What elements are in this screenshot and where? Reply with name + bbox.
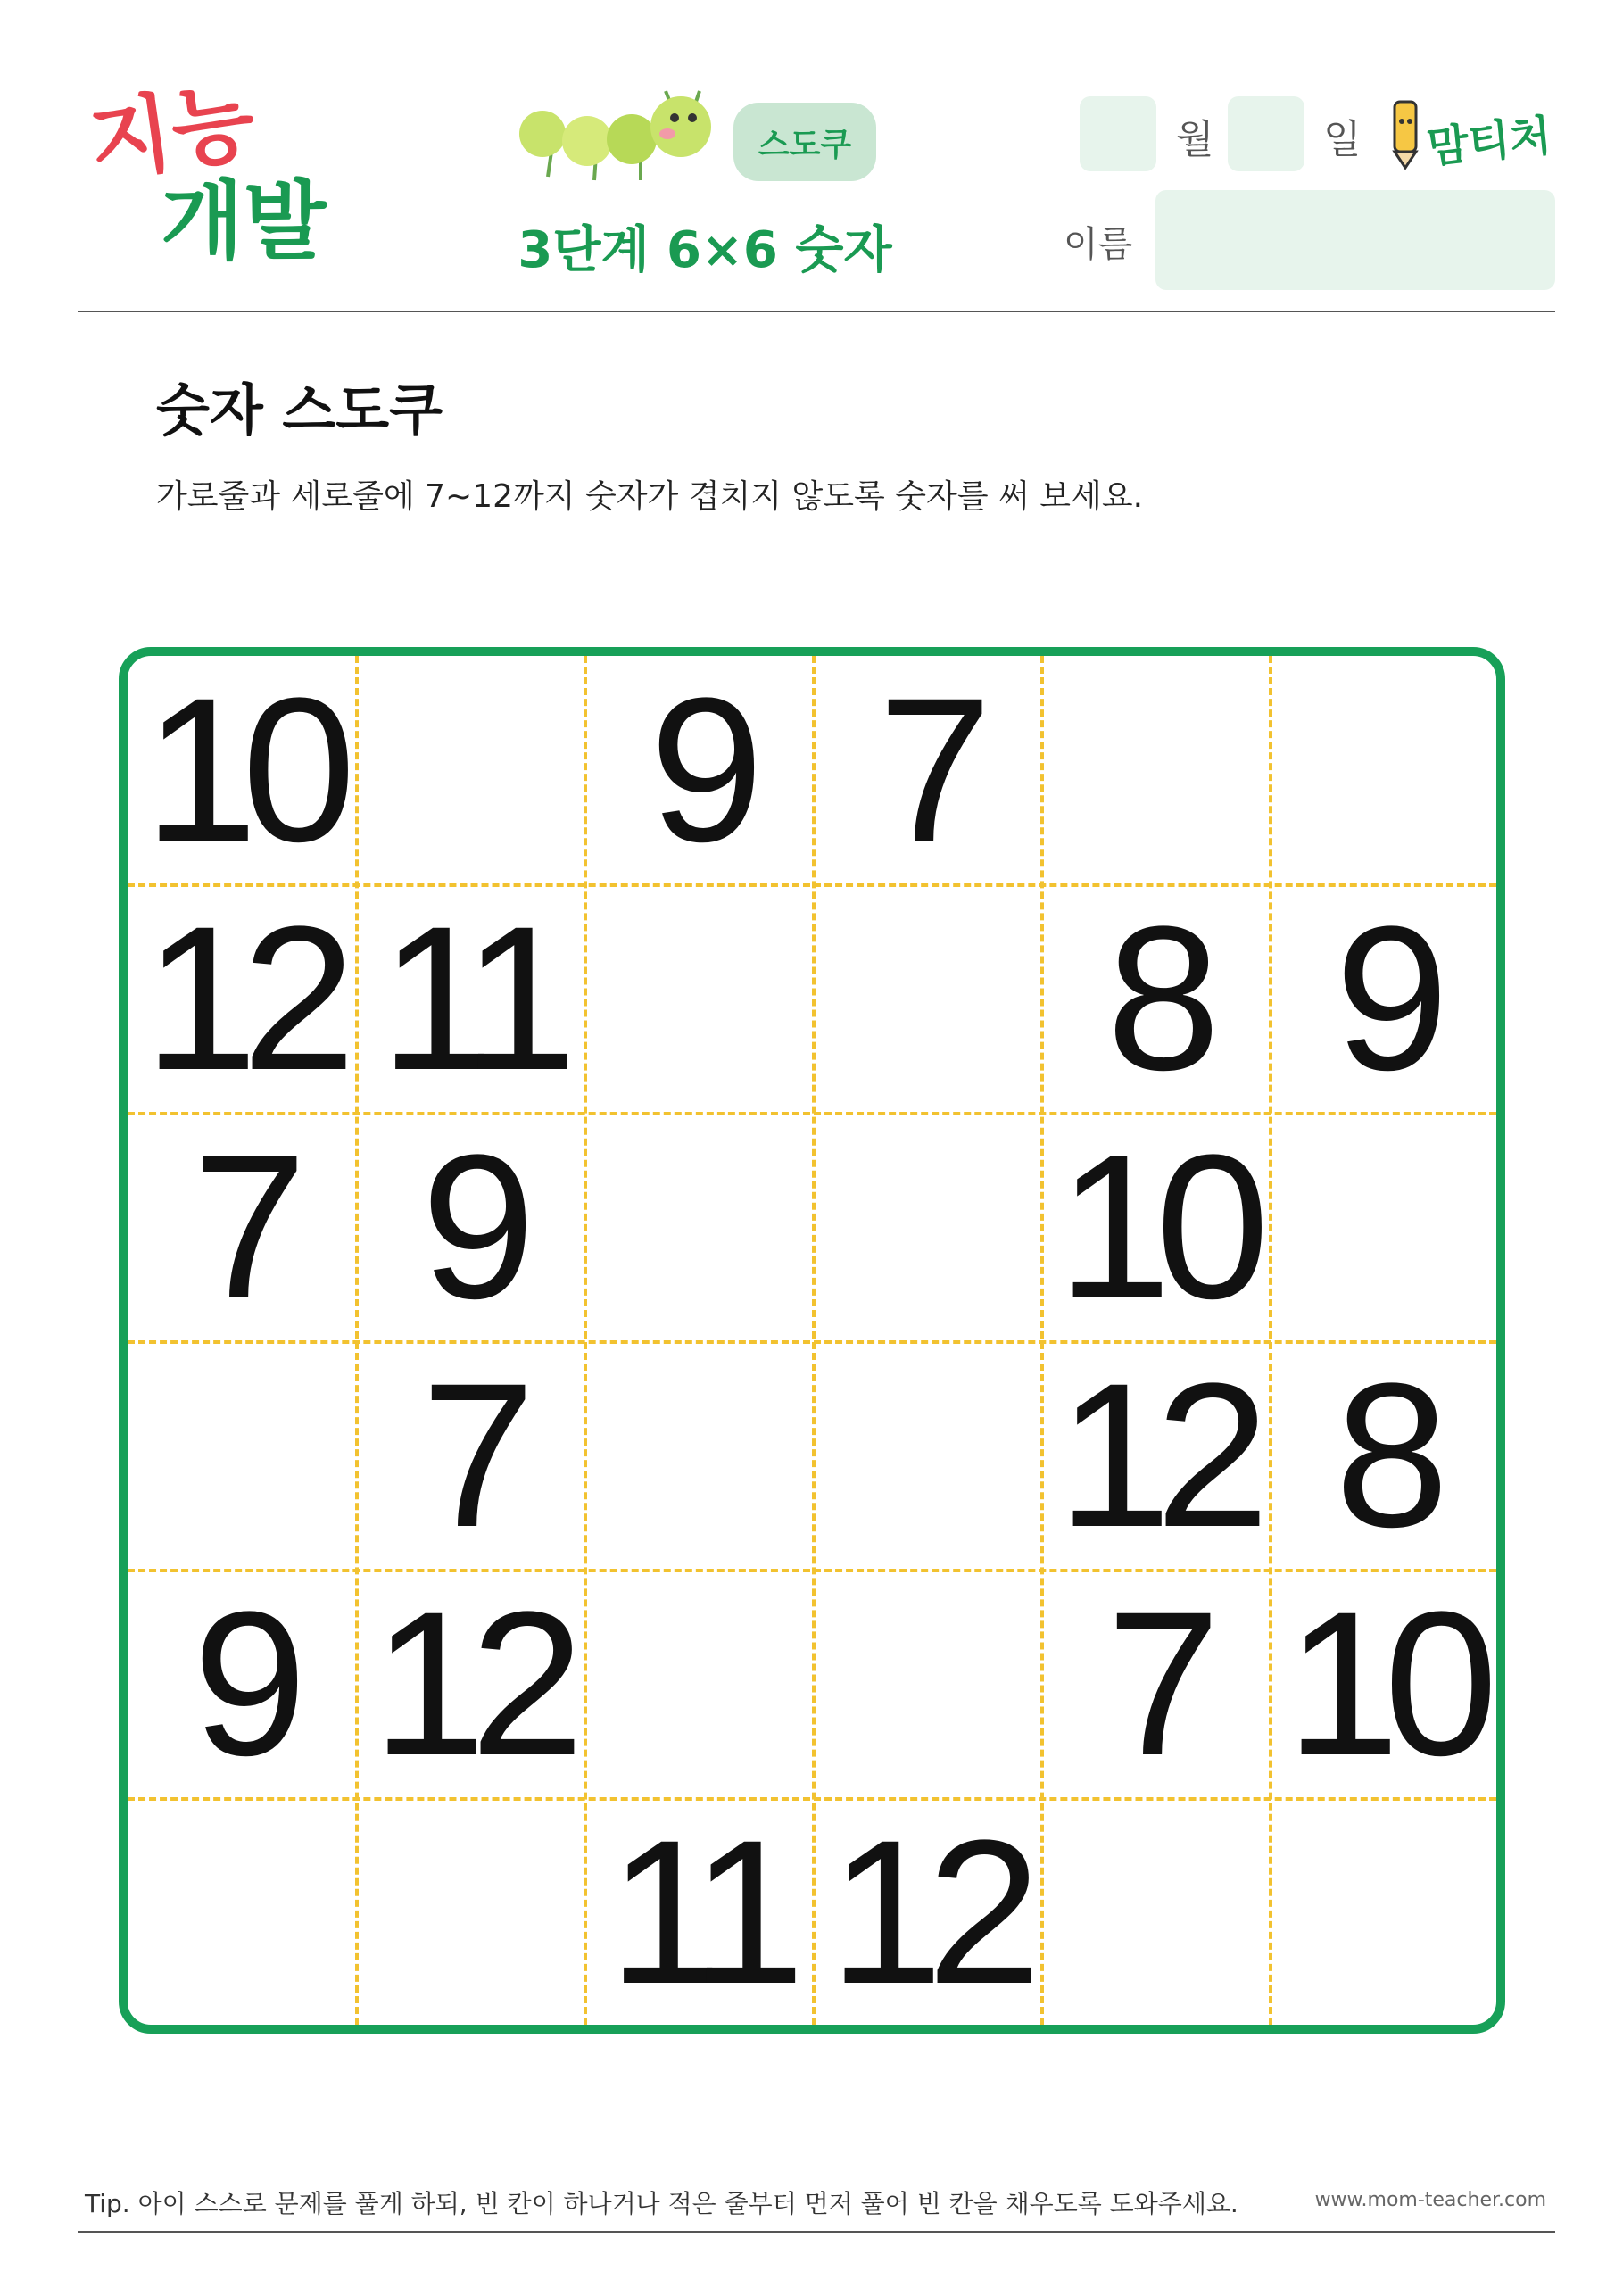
name-label: 이름 (1064, 224, 1133, 265)
given-number-cell: 9 (421, 1112, 519, 1341)
worksheet-subtitle: 3단계 6×6 숫자 (518, 221, 892, 279)
empty-cell[interactable] (356, 656, 584, 884)
empty-cell[interactable] (128, 1341, 356, 1570)
given-number-cell: 12 (1057, 1340, 1254, 1570)
empty-cell[interactable] (1270, 1798, 1498, 2027)
empty-cell[interactable] (584, 1341, 813, 1570)
page-title: 숫자 스도쿠 (156, 377, 443, 443)
month-label: 월 (1176, 117, 1214, 162)
tip-text: Tip. 아이 스스로 문제를 풀게 하되, 빈 칸이 하나거나 적은 줄부터 먼저 풀어 빈 칸을 채우도록 도와주세요. (85, 2189, 1238, 2218)
empty-cell[interactable] (813, 884, 1041, 1113)
day-label: 일 (1323, 117, 1362, 162)
empty-cell[interactable] (813, 1113, 1041, 1341)
empty-cell[interactable] (584, 1113, 813, 1341)
empty-cell[interactable] (356, 1798, 584, 2027)
empty-cell[interactable] (1041, 1798, 1270, 2027)
given-number-cell: 8 (1106, 883, 1205, 1113)
empty-cell[interactable] (1270, 656, 1498, 884)
given-number-cell: 7 (1106, 1569, 1205, 1798)
given-number-cell: 12 (372, 1569, 568, 1798)
caterpillar-illustration (516, 89, 721, 187)
empty-cell[interactable] (1270, 1113, 1498, 1341)
empty-cell[interactable] (584, 884, 813, 1113)
footer-divider (78, 2231, 1555, 2233)
empty-cell[interactable] (128, 1798, 356, 2027)
given-number-cell: 12 (144, 883, 340, 1113)
given-number-cell: 11 (608, 1797, 790, 2027)
given-number-cell: 8 (1335, 1340, 1433, 1570)
given-number-cell: 9 (193, 1569, 291, 1798)
category-badge: 스도쿠 (733, 103, 876, 181)
given-number-cell: 7 (193, 1112, 291, 1341)
month-field[interactable] (1080, 96, 1156, 171)
header-divider (78, 311, 1555, 312)
brand-logo (1387, 98, 1557, 174)
name-field[interactable] (1155, 190, 1555, 290)
instruction-text: 가로줄과 세로줄에 7~12까지 숫자가 겹치지 않도록 숫자를 써 보세요. (156, 478, 1144, 515)
logo-line-2: 개발 (161, 171, 327, 271)
empty-cell[interactable] (813, 1570, 1041, 1798)
given-number-cell: 11 (379, 883, 561, 1113)
sudoku-grid (119, 647, 1505, 2034)
given-number-cell: 7 (421, 1340, 519, 1570)
day-field[interactable] (1228, 96, 1304, 171)
website-url: www.mom-teacher.com (1314, 2189, 1546, 2211)
logo-line-1: 지능 (83, 70, 261, 194)
given-number-cell: 7 (878, 655, 976, 884)
pencil-mascot-icon (1387, 98, 1423, 170)
given-number-cell: 9 (1335, 883, 1433, 1113)
given-number-cell: 9 (650, 655, 748, 884)
empty-cell[interactable] (1041, 656, 1270, 884)
given-number-cell: 10 (1057, 1112, 1254, 1341)
given-number-cell: 10 (144, 655, 340, 884)
empty-cell[interactable] (813, 1341, 1041, 1570)
given-number-cell: 10 (1286, 1569, 1482, 1798)
empty-cell[interactable] (584, 1570, 813, 1798)
given-number-cell: 12 (829, 1797, 1025, 2027)
brand-name: 맘티처 (1424, 110, 1554, 174)
